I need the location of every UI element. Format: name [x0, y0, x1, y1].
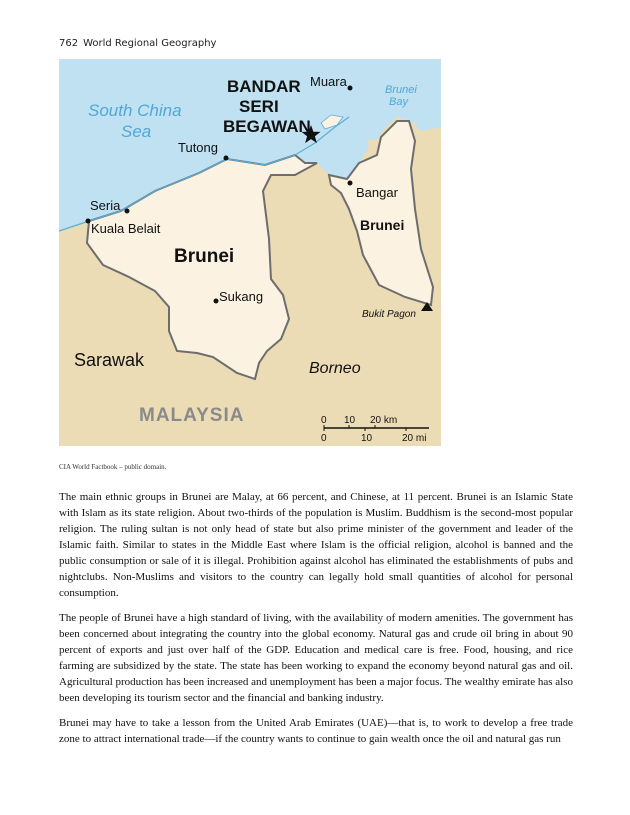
- scale-mi-20: 20 mi: [402, 433, 427, 444]
- muara-label: Muara: [310, 74, 347, 89]
- sarawak-label: Sarawak: [74, 350, 145, 370]
- kuala-belait-marker: [86, 219, 91, 224]
- brunei-bay-label-2: Bay: [389, 96, 408, 108]
- malaysia-label: MALAYSIA: [139, 405, 245, 426]
- brunei-main-label: Brunei: [174, 246, 235, 267]
- page-number: 762: [59, 38, 79, 49]
- capital-label-1: BANDAR: [227, 77, 301, 96]
- body-paragraph-3: Brunei may have to take a lesson from the United Arab Emirates (UAE)—that is, to work to develop a free trade zone to attract international trade—if the country wants to continue to gain wealth once the oil and natural gas run: [59, 717, 573, 745]
- brunei-bay-label-1: Brunei: [385, 84, 417, 96]
- capital-label-3: BEGAWAN: [223, 117, 311, 136]
- brunei-map: [59, 59, 441, 446]
- kuala-belait-label: Kuala Belait: [91, 221, 161, 236]
- scale-mi-0: 0: [321, 433, 327, 444]
- bangar-marker: [348, 181, 353, 186]
- tutong-marker: [224, 156, 229, 161]
- scale-km-20: 20 km: [370, 415, 398, 426]
- running-head: [59, 38, 216, 49]
- body-paragraph-1: The main ethnic groups in Brunei are Malay, at 66 percent, and Chinese, at 11 percent. Brunei is an Islamic State with Islam as its state religion. About two-thirds of the population is Muslim. Buddhism is the second-most popular religion. The ruling sultan is not only head of state but also prime minister of the government and leader of the Islamic faith. Similar to states in the Middle East where Islam is the official religion, alcohol is banned and the public consumption or sale of it is illegal. Prohibition against alcohol has eliminated the establishments of pubs and nightclubs. Non-Muslims and visitors to the country can legally hold small quantities of alcohol for personal consumption.: [59, 491, 573, 599]
- tutong-label: Tutong: [178, 140, 218, 155]
- body-paragraph-2: The people of Brunei have a high standard of living, with the availability of modern amenities. The government has been concerned about integrating the country into the global economy. Natural gas and crude oil bring in about 90 percent of exports and just over half of the GDP. Education and medical care is free. Food, housing, and rice farming are subsidized by the state. The state has been working to expand the economy beyond natural gas and oil. Agricultural production has been increased and unemployment has been a major focus. The wealthy emirate has also been developing its tourism sector and the financial and banking industry.: [59, 612, 573, 704]
- borneo-label: Borneo: [309, 360, 361, 377]
- muara-marker: [348, 86, 353, 91]
- scale-km-10: 10: [344, 415, 356, 426]
- sukang-marker: [214, 299, 219, 304]
- map-caption: CIA World Factbook – public domain.: [59, 463, 167, 471]
- south-china-sea-label-2: Sea: [121, 122, 152, 141]
- bukit-pagon-label: Bukit Pagon: [362, 309, 416, 320]
- bangar-label: Bangar: [356, 185, 398, 200]
- seria-marker: [125, 209, 130, 214]
- seria-label: Seria: [90, 198, 121, 213]
- brunei-east-label: Brunei: [360, 217, 405, 233]
- sukang-label: Sukang: [219, 289, 264, 304]
- capital-label-2: SERI: [239, 97, 279, 116]
- scale-km-0: 0: [321, 415, 327, 426]
- south-china-sea-label-1: South China: [88, 101, 182, 120]
- scale-mi-10: 10: [361, 433, 373, 444]
- book-title: World Regional Geography: [83, 38, 217, 49]
